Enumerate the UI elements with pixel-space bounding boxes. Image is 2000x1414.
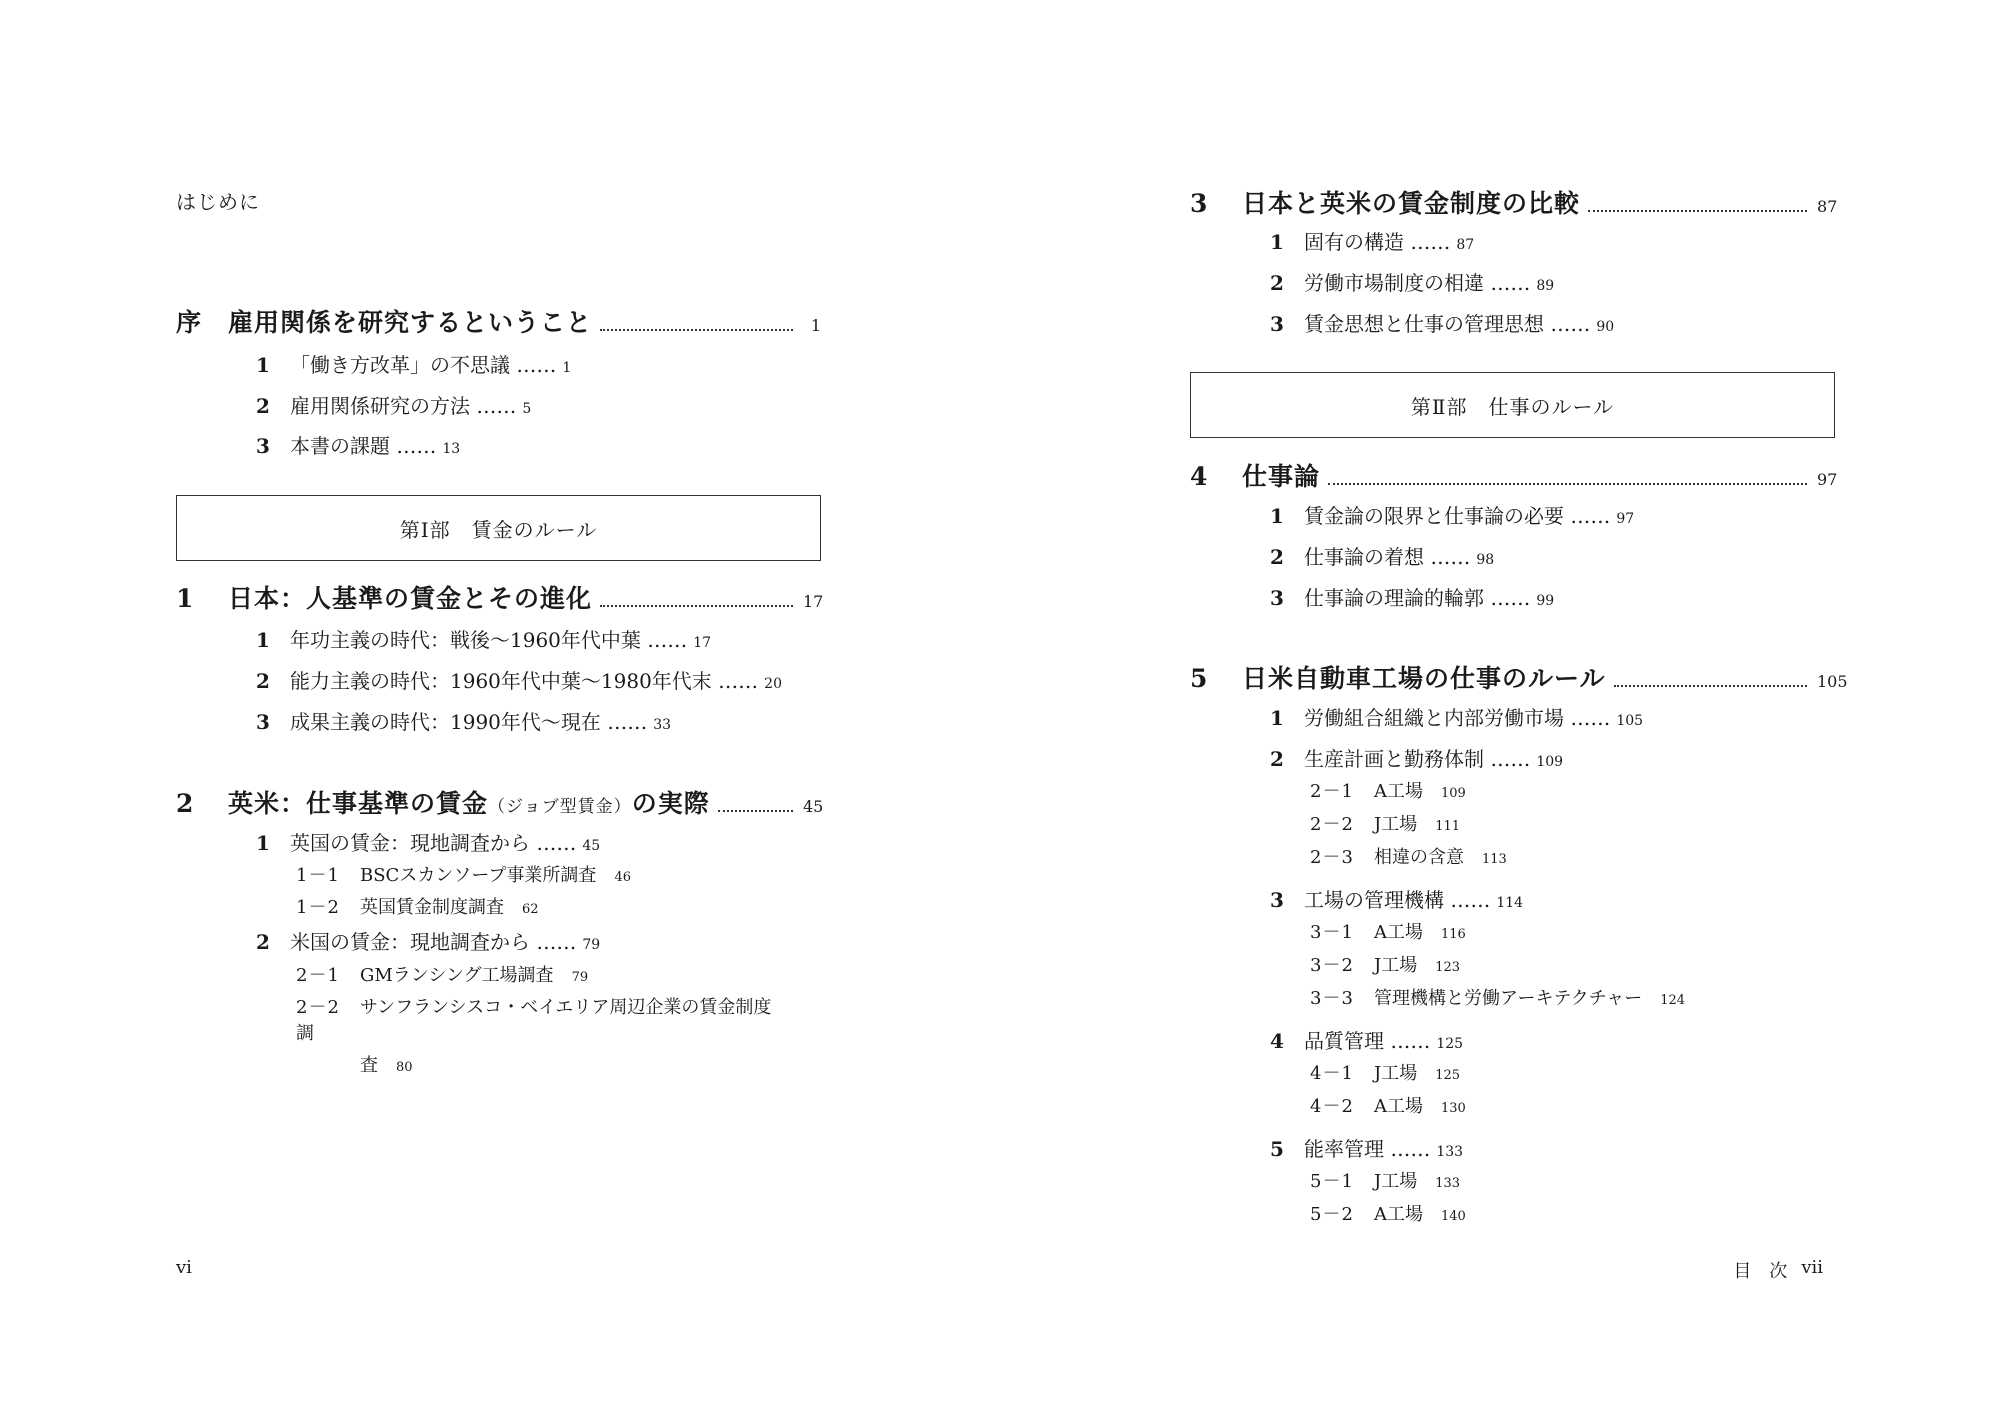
chapter-page: 105 xyxy=(1817,672,1848,691)
chapter-title xyxy=(228,784,710,820)
subsection-number: 2－1 xyxy=(1310,781,1354,802)
section-entry xyxy=(1270,500,1634,530)
section-entry xyxy=(1270,226,1474,256)
subsection-title-tail: 査 xyxy=(360,1055,378,1076)
subsection-entry xyxy=(1310,810,1460,838)
chapter-title: 雇用関係を研究するということ xyxy=(228,308,593,337)
section-entry xyxy=(256,624,711,654)
section-title: 成果主義の時代：1990年代〜現在 …… xyxy=(290,710,648,734)
subsection-page: 111 xyxy=(1435,819,1461,834)
subsection-title-continued xyxy=(360,1051,776,1077)
section-number: 1 xyxy=(1270,504,1284,528)
section-entry xyxy=(256,390,531,420)
subsection-title: A工場 xyxy=(1374,1096,1423,1117)
chapter-number: 3 xyxy=(1190,189,1208,218)
section-title: 工場の管理機構 …… xyxy=(1304,888,1491,912)
section-page: 1 xyxy=(562,360,572,376)
subsection-number: 3－1 xyxy=(1310,922,1354,943)
chapter-title-tail: の実際 xyxy=(631,789,710,818)
section-title: 英国の賃金：現地調査から …… xyxy=(290,831,577,855)
section-title: 本書の課題 …… xyxy=(290,434,437,458)
part-2-heading: 第Ⅱ部 仕事のルール xyxy=(1190,372,1835,438)
dot-leader xyxy=(600,605,793,607)
section-number: 1 xyxy=(1270,230,1284,254)
subsection-entry xyxy=(1310,843,1507,871)
section-entry xyxy=(256,706,671,736)
subsection-title: J工場 xyxy=(1374,955,1418,976)
chapter-page: 45 xyxy=(803,797,824,816)
section-entry xyxy=(256,430,460,460)
subsection-entry xyxy=(1310,1092,1466,1120)
section-title: 生産計画と勤務体制 …… xyxy=(1304,747,1531,771)
subsection-title: GMランシング工場調査 xyxy=(360,965,554,986)
chapter-number: 1 xyxy=(176,584,194,613)
subsection-page: 140 xyxy=(1441,1209,1466,1224)
dot-leader xyxy=(718,810,793,812)
subsection-page: 125 xyxy=(1435,1068,1461,1083)
subsection-entry xyxy=(296,861,631,889)
section-entry xyxy=(1270,702,1643,732)
subsection-number: 4－2 xyxy=(1310,1096,1354,1117)
section-page: 98 xyxy=(1476,552,1495,568)
subsection-page: 109 xyxy=(1441,786,1466,801)
section-number: 2 xyxy=(1270,747,1284,771)
page-folio-left: vi xyxy=(176,1257,192,1278)
subsection-title: BSCスカンソープ事業所調査 xyxy=(360,865,597,886)
section-entry xyxy=(256,349,571,379)
section-page: 5 xyxy=(522,401,532,417)
section-number: 1 xyxy=(256,353,270,377)
chapter-intro xyxy=(176,303,821,339)
section-page: 89 xyxy=(1536,278,1555,294)
subsection-number: 1－2 xyxy=(296,897,340,918)
folio-label: 目 次 xyxy=(1733,1261,1788,1282)
section-page: 125 xyxy=(1436,1036,1464,1052)
chapter-page: 17 xyxy=(803,592,824,611)
section-number: 5 xyxy=(1270,1137,1284,1161)
section-title: 固有の構造 …… xyxy=(1304,230,1451,254)
section-page: 105 xyxy=(1616,713,1644,729)
subsection-page: 130 xyxy=(1441,1101,1466,1116)
section-page: 79 xyxy=(582,937,601,953)
section-title: 雇用関係研究の方法 …… xyxy=(290,394,517,418)
subsection-title: A工場 xyxy=(1374,781,1423,802)
section-entry xyxy=(1270,267,1554,297)
subsection-title: J工場 xyxy=(1374,814,1418,835)
section-page: 99 xyxy=(1536,593,1555,609)
chapter-number: 4 xyxy=(1190,462,1208,491)
chapter-title-note: （ジョブ型賃金） xyxy=(488,797,632,817)
section-entry xyxy=(1270,541,1494,571)
section-entry xyxy=(1270,582,1554,612)
chapter-number: 5 xyxy=(1190,664,1208,693)
page-folio-right xyxy=(1733,1257,1823,1283)
chapter-page: 1 xyxy=(810,316,821,335)
subsection-number: 4－1 xyxy=(1310,1063,1354,1084)
part-1-heading: 第Ⅰ部 賃金のルール xyxy=(176,495,821,561)
subsection-page: 113 xyxy=(1482,852,1507,867)
subsection-entry xyxy=(1310,1059,1460,1087)
subsection-entry xyxy=(296,961,588,989)
subsection-page: 46 xyxy=(614,870,631,885)
chapter-4 xyxy=(1190,457,1838,493)
subsection-entry xyxy=(1310,918,1466,946)
section-number: 1 xyxy=(1270,706,1284,730)
section-number: 4 xyxy=(1270,1029,1284,1053)
section-entry xyxy=(256,926,600,956)
subsection-number: 1－1 xyxy=(296,865,340,886)
subsection-number: 3－3 xyxy=(1310,988,1354,1009)
section-entry xyxy=(256,665,782,695)
section-number: 2 xyxy=(256,669,270,693)
subsection-number: 2－3 xyxy=(1310,847,1354,868)
chapter-number: 序 xyxy=(176,308,202,337)
chapter-title: 日米自動車工場の仕事のルール xyxy=(1242,664,1606,693)
section-page: 20 xyxy=(764,676,782,692)
subsection-entry xyxy=(1310,1200,1466,1228)
subsection-title: 英国賃金制度調査 xyxy=(360,897,504,918)
section-title: 能率管理 …… xyxy=(1304,1137,1431,1161)
section-number: 3 xyxy=(1270,586,1284,610)
section-title: 能力主義の時代：1960年代中葉〜1980年代末 …… xyxy=(290,669,759,693)
chapter-2 xyxy=(176,784,824,820)
section-page: 97 xyxy=(1616,511,1635,527)
subsection-entry xyxy=(1310,984,1685,1012)
chapter-title: 日本：人基準の賃金とその進化 xyxy=(228,584,593,613)
section-page: 33 xyxy=(653,717,672,733)
section-page: 90 xyxy=(1596,319,1615,335)
dot-leader xyxy=(600,329,793,331)
subsection-page: 62 xyxy=(522,902,539,917)
section-title: 賃金論の限界と仕事論の必要 …… xyxy=(1304,504,1611,528)
section-entry xyxy=(1270,1133,1463,1163)
subsection-page: 133 xyxy=(1435,1176,1461,1191)
subsection-title: J工場 xyxy=(1374,1063,1418,1084)
subsection-title: J工場 xyxy=(1374,1171,1418,1192)
section-number: 3 xyxy=(256,710,270,734)
section-number: 2 xyxy=(1270,545,1284,569)
section-title: 労働組合組織と内部労働市場 …… xyxy=(1304,706,1611,730)
subsection-number: 5－1 xyxy=(1310,1171,1354,1192)
subsection-page: 116 xyxy=(1441,927,1466,942)
section-title: 年功主義の時代：戦後〜1960年代中葉 …… xyxy=(290,628,688,652)
section-number: 2 xyxy=(256,394,270,418)
section-page: 109 xyxy=(1536,754,1564,770)
subsection-page: 124 xyxy=(1660,993,1686,1008)
dot-leader xyxy=(1328,483,1807,485)
section-entry xyxy=(256,827,600,857)
section-page: 45 xyxy=(582,838,601,854)
subsection-title: サンフランシスコ・ベイエリア周辺企業の賃金制度調 xyxy=(296,997,772,1044)
hajimeni-entry: はじめに xyxy=(176,190,260,214)
section-page: 114 xyxy=(1496,895,1524,911)
section-title: 賃金思想と仕事の管理思想 …… xyxy=(1304,312,1591,336)
chapter-3 xyxy=(1190,184,1838,220)
subsection-page: 123 xyxy=(1435,960,1461,975)
section-number: 3 xyxy=(1270,888,1284,912)
chapter-1 xyxy=(176,579,824,615)
subsection-entry xyxy=(1310,1167,1460,1195)
subsection-entry xyxy=(296,993,776,1076)
chapter-5 xyxy=(1190,659,1848,695)
left-page xyxy=(176,0,824,1414)
subsection-number: 2－1 xyxy=(296,965,340,986)
section-page: 87 xyxy=(1456,237,1475,253)
section-page: 13 xyxy=(442,441,461,457)
subsection-title: A工場 xyxy=(1374,1204,1423,1225)
section-page: 133 xyxy=(1436,1144,1464,1160)
section-title: 仕事論の理論的輪郭 …… xyxy=(1304,586,1531,610)
dot-leader xyxy=(1588,210,1807,212)
section-number: 2 xyxy=(1270,271,1284,295)
subsection-number: 5－2 xyxy=(1310,1204,1354,1225)
subsection-title: A工場 xyxy=(1374,922,1423,943)
right-page xyxy=(1190,0,1848,1414)
dot-leader xyxy=(1614,685,1807,687)
section-number: 1 xyxy=(256,831,270,855)
section-entry xyxy=(1270,308,1614,338)
folio-number: vii xyxy=(1801,1257,1823,1278)
section-title: 労働市場制度の相違 …… xyxy=(1304,271,1531,295)
section-entry xyxy=(1270,743,1563,773)
section-entry xyxy=(1270,884,1523,914)
subsection-title: 相違の含意 xyxy=(1374,847,1464,868)
subsection-number: 3－2 xyxy=(1310,955,1354,976)
section-title: 品質管理 …… xyxy=(1304,1029,1431,1053)
section-number: 3 xyxy=(1270,312,1284,336)
section-title: 仕事論の着想 …… xyxy=(1304,545,1471,569)
section-entry xyxy=(1270,1025,1463,1055)
subsection-page: 79 xyxy=(571,970,589,985)
chapter-page: 97 xyxy=(1817,470,1838,489)
section-number: 3 xyxy=(256,434,270,458)
subsection-number: 2－2 xyxy=(1310,814,1354,835)
section-number: 1 xyxy=(256,628,270,652)
subsection-entry xyxy=(1310,777,1466,805)
chapter-number: 2 xyxy=(176,789,194,818)
subsection-entry xyxy=(296,893,539,921)
section-page: 17 xyxy=(693,635,712,651)
section-number: 2 xyxy=(256,930,270,954)
section-title: 「働き方改革」の不思議 …… xyxy=(290,353,557,377)
chapter-title: 日本と英米の賃金制度の比較 xyxy=(1242,189,1581,218)
chapter-title-main: 英米：仕事基準の賃金 xyxy=(228,789,489,818)
chapter-page: 87 xyxy=(1817,197,1838,216)
section-title: 米国の賃金：現地調査から …… xyxy=(290,930,577,954)
chapter-title: 仕事論 xyxy=(1242,462,1321,491)
subsection-title: 管理機構と労働アーキテクチャー xyxy=(1374,988,1643,1009)
subsection-number: 2－2 xyxy=(296,997,340,1018)
subsection-entry xyxy=(1310,951,1460,979)
subsection-page: 80 xyxy=(396,1060,413,1075)
